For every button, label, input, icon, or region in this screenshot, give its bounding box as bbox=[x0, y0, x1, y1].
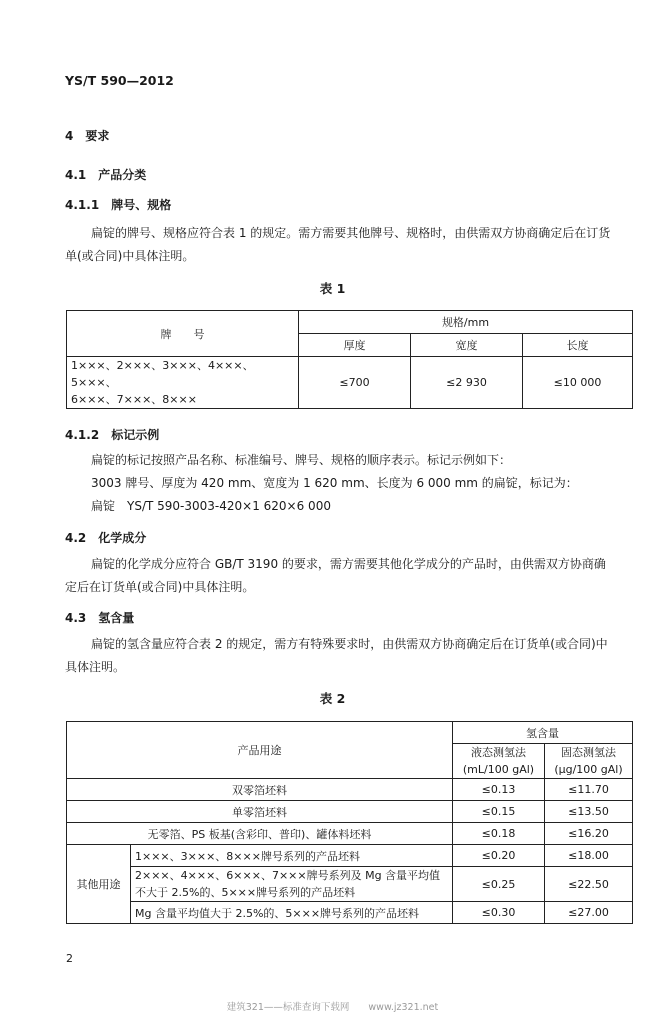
liquid-value: ≤0.20 bbox=[453, 845, 545, 867]
header-length: 长度 bbox=[523, 334, 633, 357]
footer-watermark: 建筑321——标准查询下载网 www.jz321.net bbox=[226, 1002, 439, 1013]
table-row bbox=[67, 801, 633, 823]
section-number: 4.3 bbox=[65, 611, 87, 625]
section-4-3-heading bbox=[65, 609, 134, 626]
header-spec: 规格/mm bbox=[299, 311, 633, 334]
grades-line: 6×××、7×××、8××× bbox=[71, 393, 197, 406]
header-liquid-unit: (mL/100 gAl) bbox=[462, 763, 535, 776]
table-row bbox=[67, 867, 633, 902]
header-liquid-name: 液态测氢法 bbox=[471, 746, 526, 759]
table-1 bbox=[66, 310, 633, 409]
section-title: 要求 bbox=[85, 129, 110, 143]
paragraph-line: 3003 牌号、厚度为 420 mm、宽度为 1 620 mm、长度为 6 000 mm 的扁锭，标记为： bbox=[91, 476, 578, 490]
use-line: 2×××、4×××、6×××、7×××牌号系列及 Mg 含量平均值 bbox=[135, 869, 441, 882]
section-number: 4.1.2 bbox=[65, 428, 100, 442]
page-number: 2 bbox=[66, 952, 73, 965]
section-title: 化学成分 bbox=[98, 531, 147, 545]
solid-value: ≤16.20 bbox=[545, 823, 633, 845]
paragraph-line: 具体注明。 bbox=[65, 660, 126, 674]
paragraph-line: 扁锭 YS/T 590-3003-420×1 620×6 000 bbox=[91, 499, 331, 513]
header-solid-unit: (μg/100 gAl) bbox=[554, 763, 623, 776]
paragraph-line: 扁锭的化学成分应符合 GB/T 3190 的要求，需方需要其他化学成分的产品时，由供需双方协商确 bbox=[91, 557, 606, 571]
liquid-value: ≤0.30 bbox=[453, 902, 545, 924]
use-cell: 无零箔、PS 板基(含彩印、普印)、罐体料坯料 bbox=[67, 823, 453, 845]
liquid-value: ≤0.25 bbox=[453, 867, 545, 902]
table-row bbox=[67, 779, 633, 801]
thickness-value: ≤700 bbox=[299, 357, 411, 409]
table-2-caption: 表 2 bbox=[319, 691, 346, 706]
section-4-2-heading bbox=[65, 529, 146, 546]
table-2 bbox=[66, 721, 633, 924]
section-number: 4.1 bbox=[65, 168, 87, 182]
section-number: 4 bbox=[65, 129, 74, 143]
grades-cell bbox=[67, 357, 299, 409]
header-thickness: 厚度 bbox=[299, 334, 411, 357]
solid-value: ≤18.00 bbox=[545, 845, 633, 867]
use-line: 不大于 2.5%的、5×××牌号系列的产品坯料 bbox=[135, 886, 356, 899]
section-4-1-2-heading bbox=[65, 426, 159, 443]
doc-code-header: YS/T 590—2012 bbox=[65, 73, 174, 88]
liquid-value: ≤0.13 bbox=[453, 779, 545, 801]
section-4-heading bbox=[65, 127, 109, 144]
header-grade: 牌 号 bbox=[67, 311, 299, 357]
table-row bbox=[67, 823, 633, 845]
section-title: 氢含量 bbox=[98, 611, 135, 625]
use-cell: 双零箔坯料 bbox=[67, 779, 453, 801]
paragraph-line: 扁锭的氢含量应符合表 2 的规定，需方有特殊要求时，由供需双方协商确定后在订货单(或合同)中 bbox=[91, 637, 608, 651]
paragraph-line: 定后在订货单(或合同)中具体注明。 bbox=[65, 580, 255, 594]
section-title: 产品分类 bbox=[98, 168, 147, 182]
paragraph-line: 扁锭的标记按照产品名称、标准编号、牌号、规格的顺序表示。标记示例如下： bbox=[91, 453, 512, 467]
length-value: ≤10 000 bbox=[523, 357, 633, 409]
paragraph-line: 扁锭的牌号、规格应符合表 1 的规定。需方需要其他牌号、规格时，由供需双方协商确定后在订货 bbox=[91, 226, 611, 240]
header-hydrogen: 氢含量 bbox=[453, 722, 633, 744]
use-cell: Mg 含量平均值大于 2.5%的、5×××牌号系列的产品坯料 bbox=[131, 902, 453, 924]
use-cell: 1×××、3×××、8×××牌号系列的产品坯料 bbox=[131, 845, 453, 867]
section-4-1-1-heading bbox=[65, 196, 171, 213]
table-1-caption: 表 1 bbox=[319, 281, 346, 296]
header-solid-method bbox=[545, 744, 633, 779]
grades-line: 1×××、2×××、3×××、4×××、5×××、 bbox=[71, 359, 254, 389]
header-use: 产品用途 bbox=[67, 722, 453, 779]
solid-value: ≤22.50 bbox=[545, 867, 633, 902]
header-liquid-method bbox=[453, 744, 545, 779]
liquid-value: ≤0.18 bbox=[453, 823, 545, 845]
section-4-1-heading bbox=[65, 166, 146, 183]
liquid-value: ≤0.15 bbox=[453, 801, 545, 823]
paragraph-line: 单(或合同)中具体注明。 bbox=[65, 249, 195, 263]
solid-value: ≤27.00 bbox=[545, 902, 633, 924]
section-number: 4.2 bbox=[65, 531, 87, 545]
solid-value: ≤13.50 bbox=[545, 801, 633, 823]
table-row bbox=[67, 845, 633, 867]
use-cell: 单零箔坯料 bbox=[67, 801, 453, 823]
solid-value: ≤11.70 bbox=[545, 779, 633, 801]
use-cell bbox=[131, 867, 453, 902]
table-row bbox=[67, 902, 633, 924]
section-title: 牌号、规格 bbox=[111, 198, 172, 212]
section-title: 标记示例 bbox=[111, 428, 160, 442]
section-number: 4.1.1 bbox=[65, 198, 100, 212]
header-solid-name: 固态测氢法 bbox=[561, 746, 616, 759]
other-use-label: 其他用途 bbox=[67, 845, 131, 924]
header-width: 宽度 bbox=[411, 334, 523, 357]
width-value: ≤2 930 bbox=[411, 357, 523, 409]
